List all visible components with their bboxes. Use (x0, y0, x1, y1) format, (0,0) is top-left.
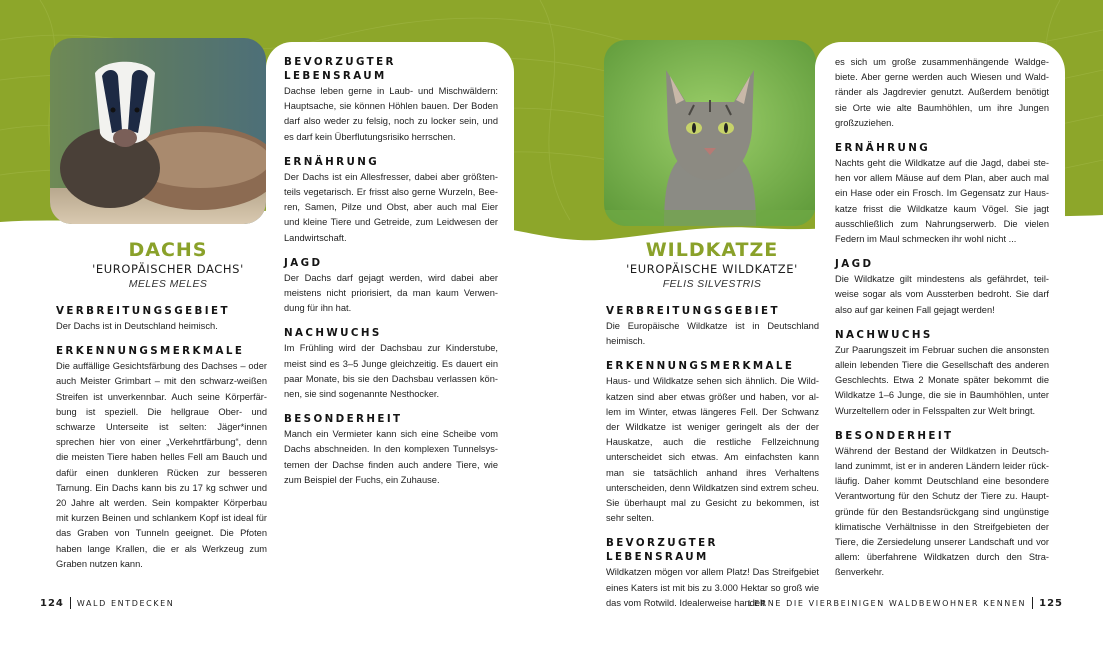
animal-name: DACHS (128, 239, 208, 261)
section-text: Während der Bestand der Wildkatzen in Deutschland zunimmt, ist er in anderen Ländern leider rückläufig. Daher kommt Deutschland eine besondere Verantwortung für den Schutz der Tiere zu. Hauptgründe für den Bestandsrückgang sind ungünstige klimatische Verhältnisse in den Streifgebieten der Tiere, die Zersiedelung unserer Landschaft und vor allem: überfahrene Wildkatzen durch den Straßenverkehr. (835, 445, 1049, 578)
section-text: Wildkatzen mögen vor allem Platz! Das Streifgebiet eines Katers ist mit bis zu 3.000 Hektar so groß wie das vom Rotwild. Idealerweise handelt (606, 567, 819, 608)
section-jagd (284, 256, 498, 317)
section-text: Manch ein Vermieter kann sich eine Scheibe vom Dachs abschneiden. In den komplexen Tunnelsystemen der Dachse finden auch andere Tiere, wie zum Beispiel der Fuchs, ein Zuhause. (284, 429, 498, 485)
footer-divider (70, 597, 71, 609)
section-nachwuchs (835, 328, 1049, 419)
animal-name: WILDKATZE (645, 239, 779, 261)
footer-divider (1032, 597, 1033, 609)
section-text: Der Dachs ist in Deutschland heimisch. (56, 321, 218, 331)
section-text: Haus- und Wildkatze sehen sich ähnlich. Die Wildkatzen sind aber etwas größer und haben, vor allem im Winter, etwas längeres Fell. Der Schwanz der Wildkatze ist weniger geringelt als der der Hauskatze, auch die restliche Fellzeichnung unterscheidet sich etwas. Am einfachsten kann man sie tatsächlich anhand ihres Verhaltens unterscheiden, denn Wildkatzen sind extrem scheu. Sie überhaupt mal zu Gesicht zu bekommen, ist sehr selten. (606, 376, 819, 524)
section-title: BESONDERHEIT (835, 429, 954, 442)
section-title: ERNÄHRUNG (284, 155, 380, 168)
right-column-2 (835, 55, 1049, 591)
left-column-1 (56, 304, 267, 582)
section-besonderheit (835, 429, 1049, 581)
section-erkennungsmerkmale (606, 359, 819, 526)
section-ernaehrung (284, 155, 498, 246)
section-text: Der Dachs darf gejagt werden, wird dabei aber meistens nicht priorisiert, da man kaum Verwendung für ihn hat. (284, 272, 498, 314)
section-bevorzugter-lebensraum (284, 55, 498, 145)
section-title: NACHWUCHS (284, 327, 382, 340)
section-verbreitungsgebiet (56, 304, 267, 334)
section-nachwuchs (284, 326, 498, 402)
section-text: Zur Paarungszeit im Februar suchen die ansonsten allein lebenden Tiere die Gesellschaft des anderen Geschlechts. Etwa 2 Monate später bekommt die Wildkatze 1–6 Junge, die sie in Baumhöhlen, unter Wurzeltellern oder in Felsspalten zur Welt bringt. (835, 344, 1049, 416)
section-title: JAGD (835, 258, 874, 271)
section-ernaehrung (835, 141, 1049, 247)
section-text: Nachts geht die Wildkatze auf die Jagd, dabei stehen vor allem Mäuse auf dem Plan, aber auch mal ein Hase oder ein Frosch. Im Gegensatz zur Hauskatze frisst die Wildkatze kaum Vögel. Sie jagt ausschließlich zum Nahrungserwerb. Die vielen Federn im Maul schmecken ihr wohl nicht ... (835, 158, 1049, 245)
section-text: Die Europäische Wildkatze ist in Deutschland heimisch. (606, 321, 819, 347)
right-page-footer (748, 597, 1063, 609)
animal-common-name: 'EUROPÄISCHER DACHS' (92, 262, 244, 276)
page-number: 125 (1039, 597, 1063, 609)
section-title: BEVORZUGTER LEBENSRAUM (284, 56, 396, 82)
section-text: Der Dachs ist ein Allesfresser, dabei aber größtenteils vegetarisch. Er frisst also gerne Wurzeln, Beeren, Samen, Pilze und Obst, aber auch mal Eier und kleine Tiere und Getreide, zum Leidwesen der Landwirtschaft. (284, 171, 498, 243)
page-number: 124 (40, 597, 64, 609)
animal-common-name: 'EUROPÄISCHE WILDKATZE' (626, 262, 798, 276)
section-title: ERNÄHRUNG (835, 142, 931, 155)
section-text: Die Wildkatze gilt mindestens als gefährdet, teilweise sogar als vom Aussterben bedroht. Sie darf also auf gar keinen Fall gejagt werden! (835, 274, 1049, 315)
right-column-1 (606, 304, 819, 621)
section-besonderheit (284, 412, 498, 488)
section-text: Dachse leben gerne in Laub- und Mischwäldern: Hauptsache, sie können Höhlen bauen. Der Boden darf also weder zu felsig, noch zu locker sein, und es darf kein Überflutungsrisiko herrschen. (284, 86, 498, 142)
left-column-2 (284, 55, 498, 498)
running-title: LERNE DIE VIERBEINIGEN WALDBEWOHNER KENNEN (747, 598, 1027, 608)
section-lebensraum-continued (835, 55, 1049, 131)
badger-title-block (58, 239, 278, 292)
section-erkennungsmerkmale (56, 344, 267, 572)
section-text: es sich um große zusammenhängende Waldgebiete. Aber gerne werden auch Wiesen und Waldränder als Jagdrevier genutzt. Außerdem benötigt sie Orte wie alte Baumhöhlen, um ihre Jungen großzuziehen. (835, 57, 1049, 128)
section-title: NACHWUCHS (835, 328, 933, 341)
section-text: Die auffällige Gesichtsfärbung des Dachses – oder auch Meister Grimbart – mit den schwarz-weißen Streifen ist unverkennbar. Auch seine Körperfärbung ist speziell. Die hellgraue Ober- und schwarze Unterseite ist selten: Jäger*innen sprechen hier von einer „Verkehrtfärbung“, denn die meisten Tiere haben helles Fell am Bauch und dafür einen dunkleren Rücken zur besseren Tarnung. Ein Dachs kann bis zu 17 kg schwer und 20 Jahre alt werden. Sein kompakter Körperbau mit kurzen Beinen und schlankem Kopf ist ideal für das Graben von Tunneln geeignet. Die Pfoten haben lange Krallen, die er als Werkzeug zum Graben nutzen kann. (56, 361, 267, 569)
section-title: VERBREITUNGSGEBIET (56, 305, 230, 317)
badger-photo (50, 38, 266, 224)
section-title: ERKENNUNGSMERKMALE (56, 345, 245, 358)
animal-latin-name: MELES MELES (128, 278, 208, 290)
left-page-footer (40, 597, 174, 609)
running-title: WALD ENTDECKEN (76, 598, 175, 608)
section-verbreitungsgebiet (606, 304, 819, 349)
wildcat-title-block (598, 239, 826, 292)
animal-latin-name: FELIS SILVESTRIS (662, 278, 762, 290)
section-jagd (835, 257, 1049, 318)
section-title: JAGD (284, 256, 323, 269)
section-text: Im Frühling wird der Dachsbau zur Kinderstube, meist sind es 3–5 Junge gleichzeitig. Es dauert ein paar Monate, bis sie den Dachsbau verlassen können, sie sind sogenannte Nesthocker. (284, 343, 498, 400)
section-title: VERBREITUNGSGEBIET (606, 305, 780, 317)
section-title: BEVORZUGTER LEBENSRAUM (606, 537, 718, 564)
section-title: BESONDERHEIT (284, 413, 403, 426)
wildcat-photo (604, 40, 816, 226)
section-title: ERKENNUNGSMERKMALE (606, 360, 795, 373)
